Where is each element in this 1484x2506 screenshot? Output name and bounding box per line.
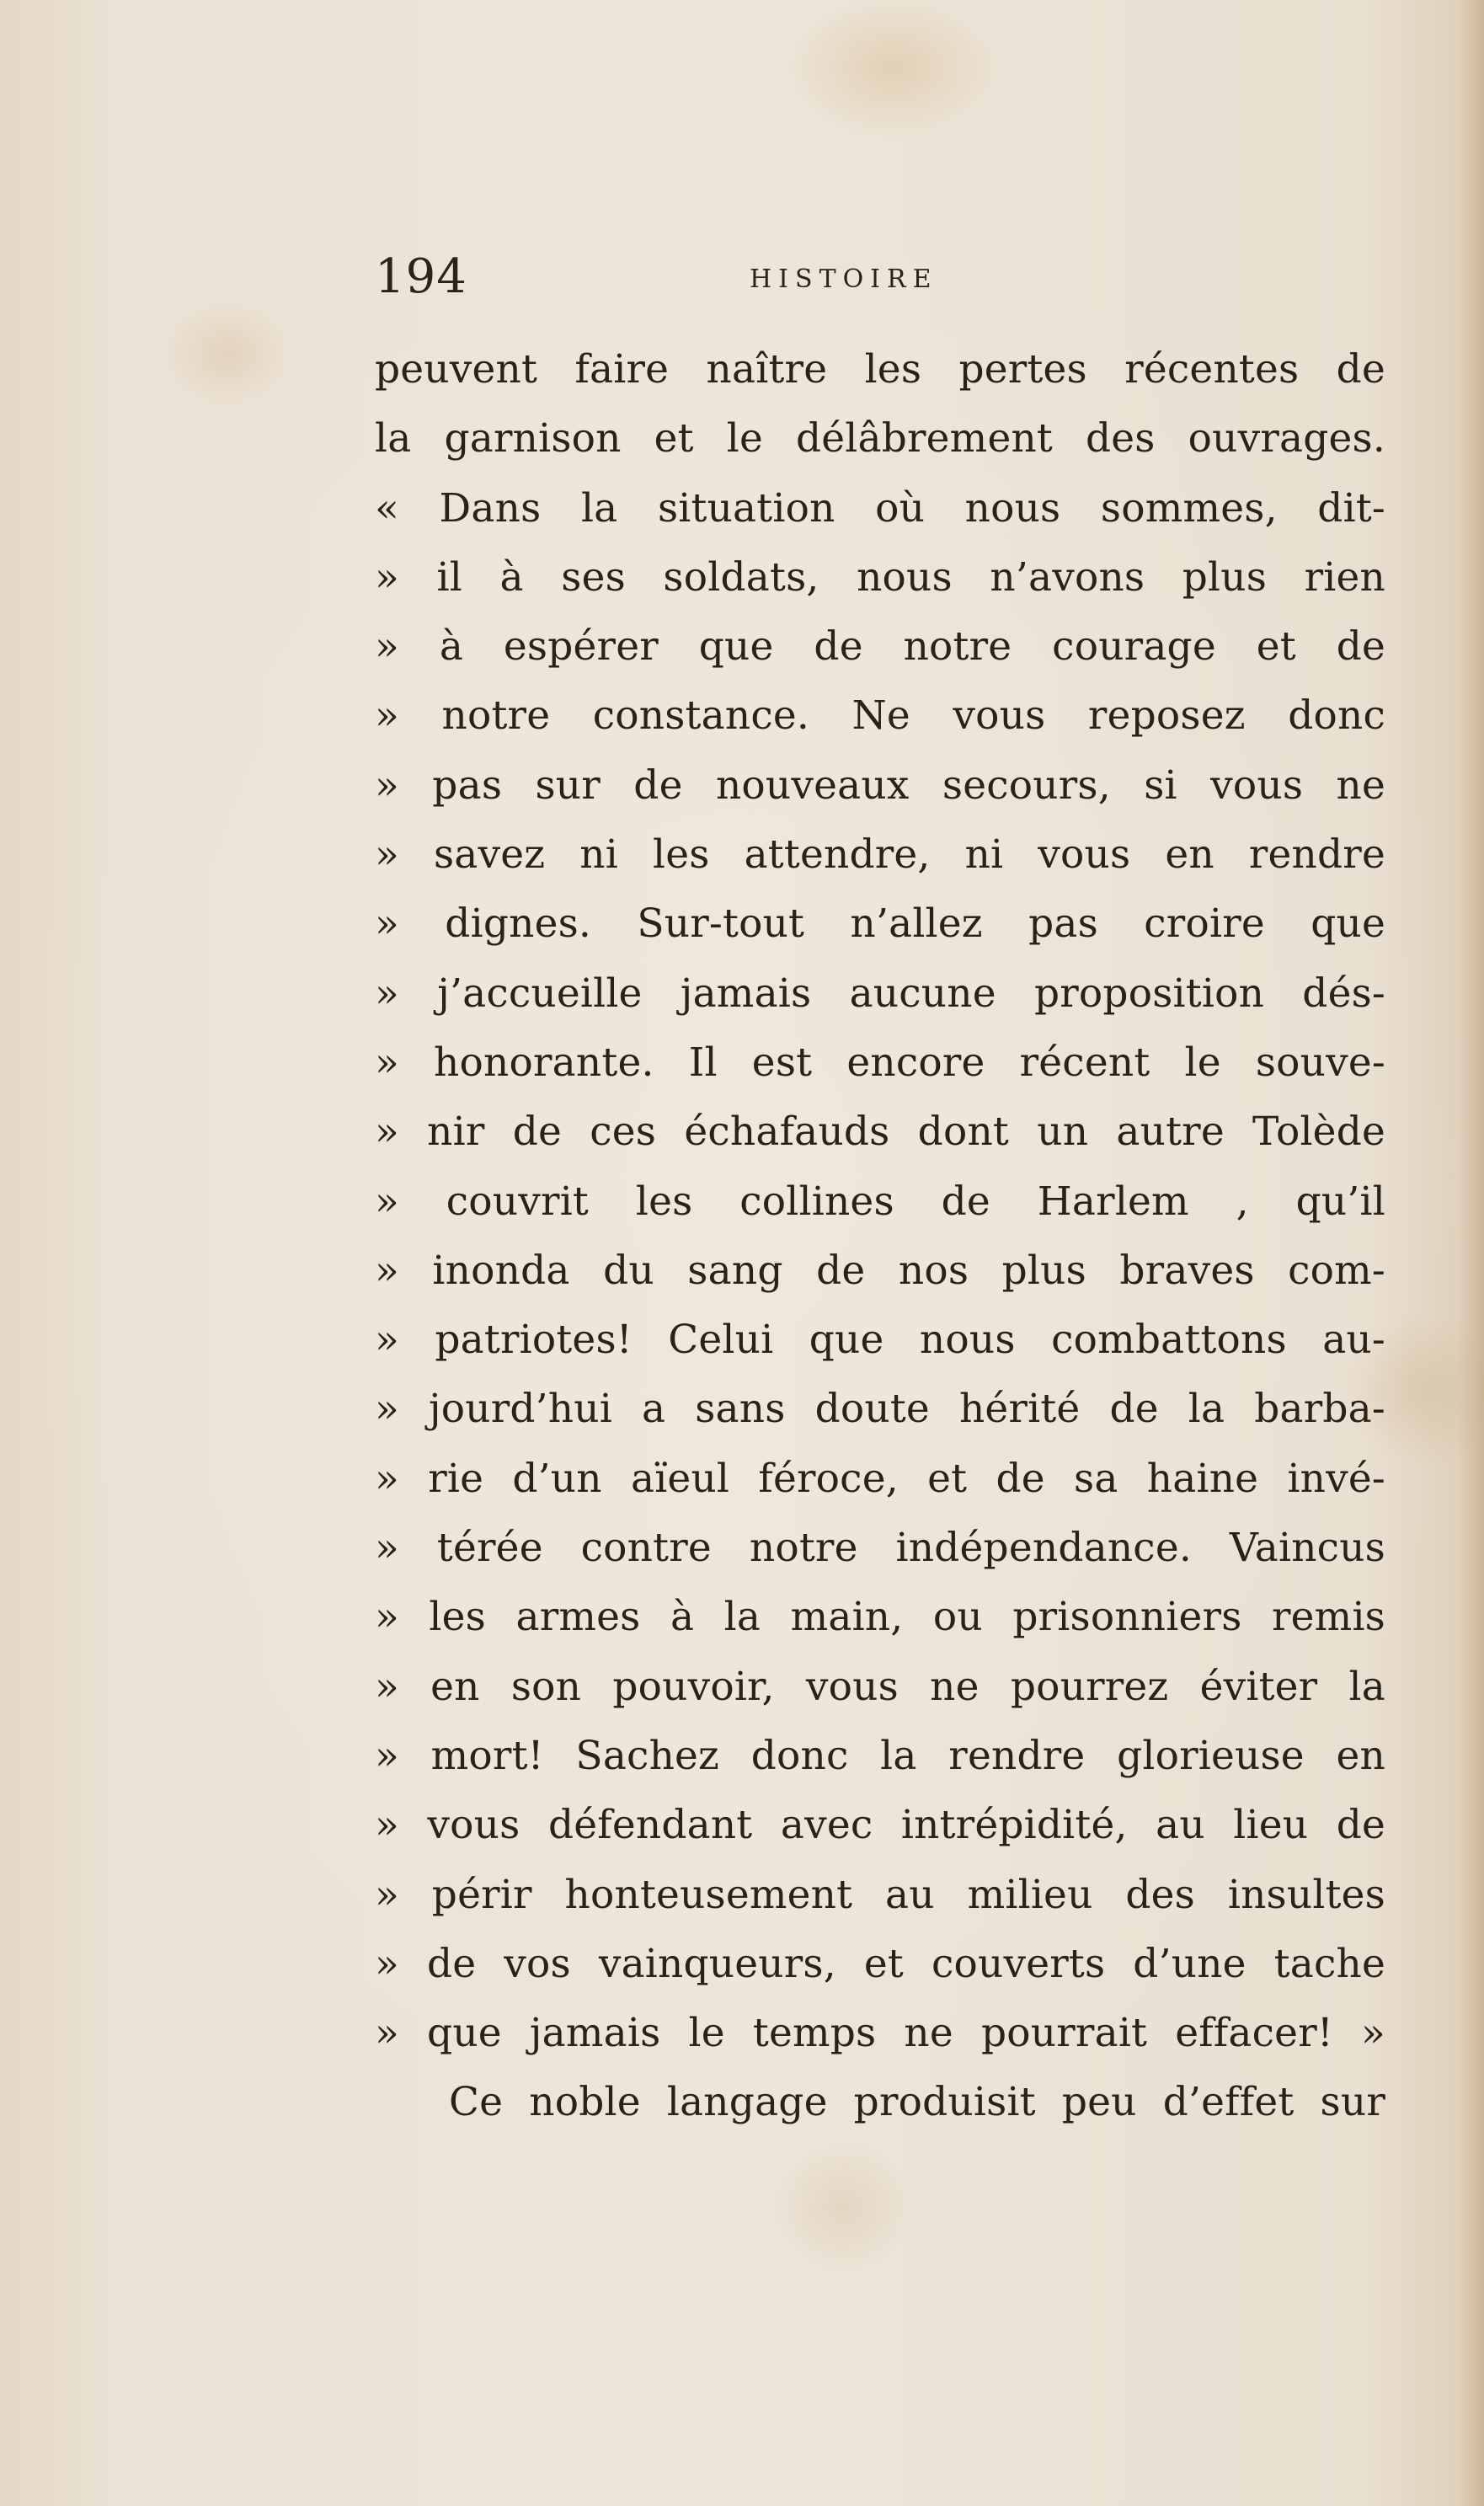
text-line: » vous défendant avec intrépidité, au lieu de bbox=[375, 1802, 1385, 1849]
text-line: » couvrit les collines de Harlem , qu’il bbox=[375, 1178, 1385, 1225]
text-line: » mort! Sachez donc la rendre glorieuse en bbox=[375, 1732, 1385, 1779]
text-line: Ce noble langage produisit peu d’effet sur bbox=[449, 2079, 1385, 2126]
running-head: HISTOIRE bbox=[750, 264, 938, 294]
page-number: 194 bbox=[375, 249, 467, 304]
text-line: » en son pouvoir, vous ne pourrez éviter la bbox=[375, 1663, 1385, 1710]
text-line: » de vos vainqueurs, et couverts d’une tache bbox=[375, 1940, 1385, 1987]
text-line: la garnison et le délâbrement des ouvrages. bbox=[375, 415, 1385, 462]
text-line: » dignes. Sur-tout n’allez pas croire que bbox=[375, 900, 1385, 948]
text-line: » honorante. Il est encore récent le souve- bbox=[375, 1039, 1385, 1086]
text-line: » que jamais le temps ne pourrait effacer! » bbox=[375, 2010, 1385, 2057]
text-line: » il à ses soldats, nous n’avons plus rien bbox=[375, 553, 1385, 601]
text-line: » patriotes! Celui que nous combattons au- bbox=[375, 1317, 1385, 1364]
text-line: » notre constance. Ne vous reposez donc bbox=[375, 692, 1385, 740]
page-edge-shadow bbox=[1459, 0, 1484, 2506]
text-line: » nir de ces échafauds dont un autre Tolède bbox=[375, 1109, 1385, 1156]
text-line: » j’accueille jamais aucune proposition dés- bbox=[375, 970, 1385, 1017]
text-line: » térée contre notre indépendance. Vaincus bbox=[375, 1525, 1385, 1572]
text-line: » inonda du sang de nos plus braves com- bbox=[375, 1247, 1385, 1294]
body-text bbox=[375, 335, 1385, 2138]
text-line: » jourd’hui a sans doute hérité de la barba- bbox=[375, 1386, 1385, 1433]
text-line: » pas sur de nouveaux secours, si vous ne bbox=[375, 761, 1385, 809]
text-line: peuvent faire naître les pertes récentes de bbox=[375, 346, 1385, 393]
text-line: » périr honteusement au milieu des insultes bbox=[375, 1871, 1385, 1918]
page-header bbox=[375, 249, 1385, 317]
text-line: » savez ni les attendre, ni vous en rendre bbox=[375, 831, 1385, 879]
text-line: » à espérer que de notre courage et de bbox=[375, 623, 1385, 671]
text-line: » les armes à la main, ou prisonniers remis bbox=[375, 1594, 1385, 1641]
text-line: « Dans la situation où nous sommes, dit- bbox=[375, 484, 1385, 532]
text-line: » rie d’un aïeul féroce, et de sa haine invé- bbox=[375, 1455, 1385, 1502]
